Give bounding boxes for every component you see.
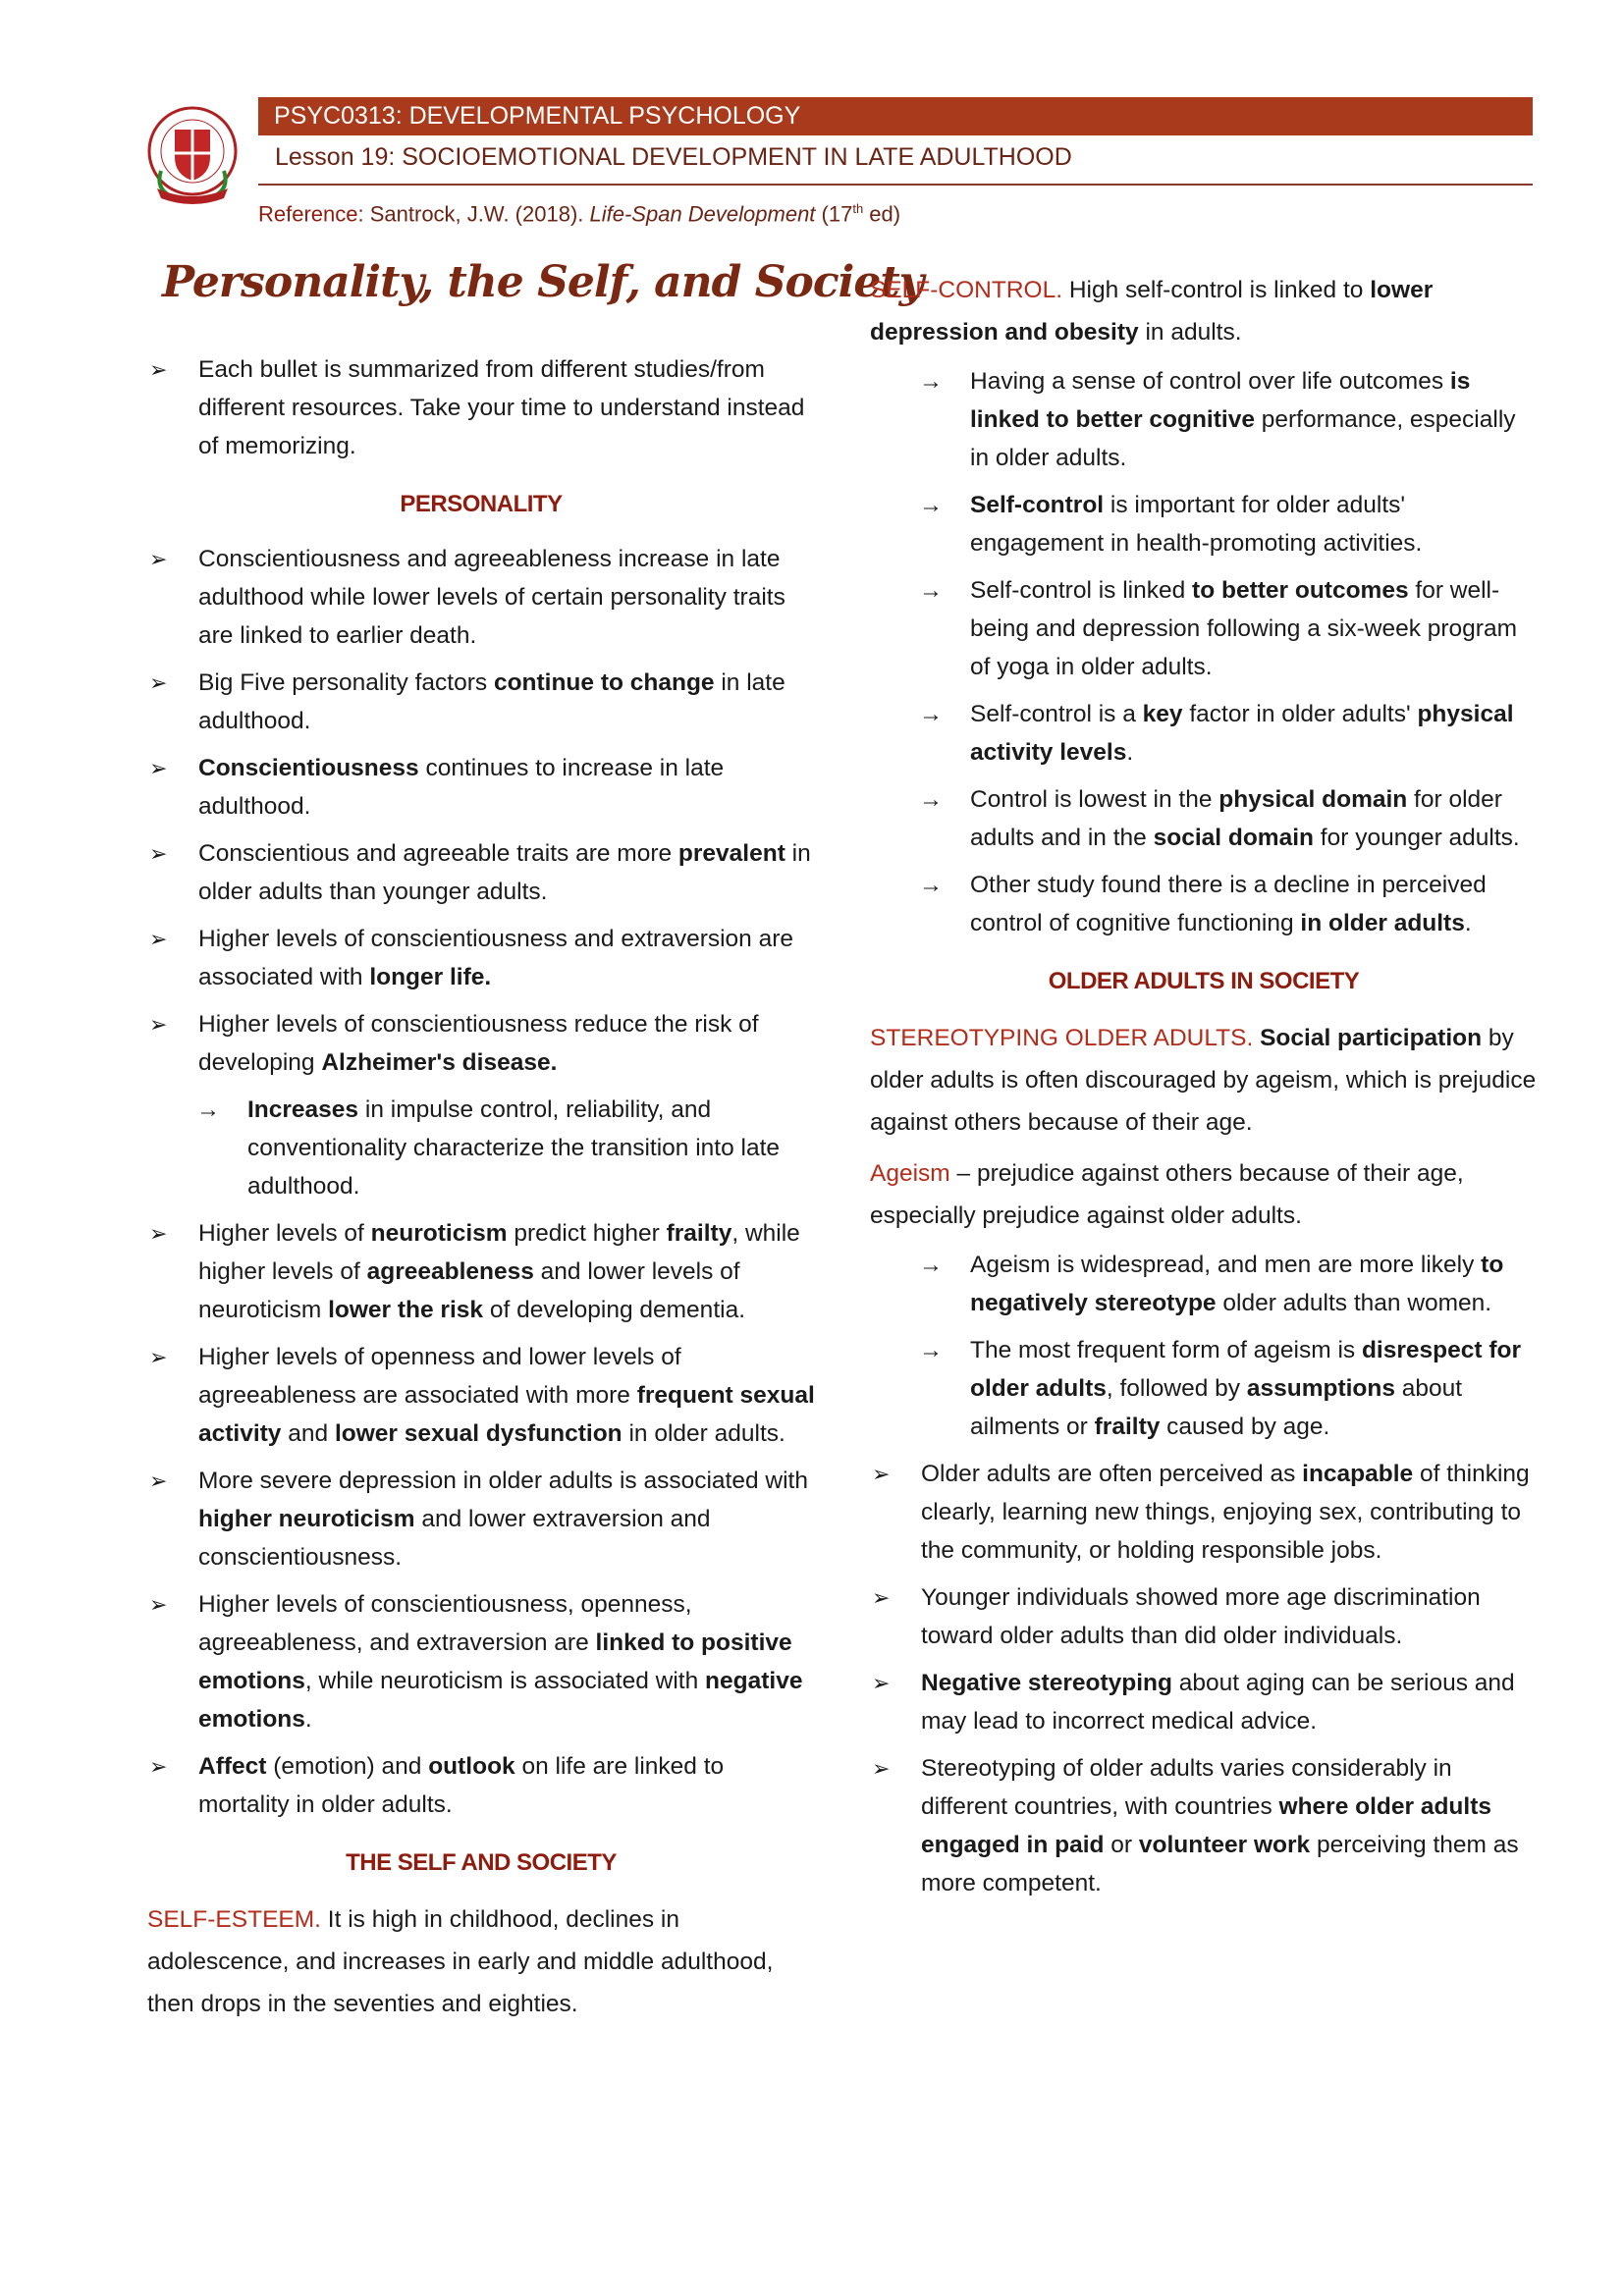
text: Higher levels of openness and lower levels of agreeableness are associated with more: [198, 1344, 681, 1409]
bullet-item: [147, 920, 815, 996]
bullet-item: [147, 1214, 815, 1329]
term-label: SELF-ESTEEM.: [147, 1906, 321, 1933]
text: Younger individuals showed more age discrimination toward older adults than did older individuals.: [921, 1584, 1481, 1649]
paragraph: [147, 1898, 815, 2025]
bold-text: frailty: [666, 1220, 732, 1247]
arrowhead-bullet-icon: ➢: [149, 670, 168, 695]
bold-text: to better outcomes: [1192, 577, 1409, 604]
text: , followed by: [1106, 1375, 1247, 1402]
bold-text: lower sexual dysfunction: [334, 1420, 623, 1447]
bullet-item: [147, 540, 815, 655]
arrowhead-bullet-icon: ➢: [149, 357, 168, 382]
bold-text: Social participation: [1260, 1025, 1483, 1051]
text: Older adults are often perceived as: [921, 1461, 1303, 1487]
text: for older adults and in the: [970, 786, 1502, 851]
text: and: [281, 1420, 335, 1447]
bold-text: assumptions: [1246, 1375, 1395, 1402]
bold-text: negative emotions: [198, 1668, 803, 1733]
bold-text: physical domain: [1218, 786, 1408, 813]
text: in older adults than younger adults.: [198, 840, 811, 905]
text: , while neuroticism is associated with: [304, 1668, 706, 1694]
text: of developing dementia.: [483, 1297, 745, 1323]
text: Higher levels of conscientiousness reduce the risk of developing: [198, 1011, 759, 1076]
text: Conscientiousness and agreeableness increase in late adulthood while lower levels of certain personality traits are linked to earlier death.: [198, 546, 785, 649]
text: Self-control is a: [970, 701, 1143, 727]
reference-label: Reference: [258, 201, 358, 227]
arrowhead-bullet-icon: ➢: [149, 1468, 168, 1493]
text: (emotion) and: [266, 1753, 429, 1780]
bold-text: Self-control: [970, 492, 1105, 518]
bold-text: to negatively stereotype: [970, 1252, 1504, 1316]
right-arrow-icon: →: [919, 577, 943, 604]
text: .: [304, 1706, 312, 1733]
text: Other study found there is a decline in perceived control of cognitive functioning: [970, 872, 1487, 936]
university-seal-logo: [147, 102, 238, 216]
section-heading: [147, 485, 815, 523]
arrow-item: [147, 1091, 815, 1205]
text: Stereotyping of older adults varies considerably in different countries, with countries: [921, 1755, 1452, 1820]
text: It is high in childhood, declines in adolescence, and increases in early and middle adulthood, then drops in the seventies and eighties.: [147, 1906, 774, 2017]
arrowhead-bullet-icon: ➢: [872, 1756, 891, 1781]
text: Higher levels of: [198, 1220, 371, 1247]
bold-text: physical activity levels: [970, 701, 1514, 766]
text: or: [1104, 1832, 1139, 1858]
text: Self-control is linked: [970, 577, 1193, 604]
arrowhead-bullet-icon: ➢: [149, 927, 168, 951]
bullet-item: [147, 1005, 815, 1082]
bold-text: is linked to better cognitive: [970, 368, 1471, 433]
page-title: Personality, the Self, and Society: [162, 257, 924, 307]
bold-text: longer life.: [369, 964, 492, 990]
bullet-item: [870, 1749, 1538, 1902]
reference-edition-sup: th: [852, 201, 864, 216]
lesson-title: Lesson 19: SOCIOEMOTIONAL DEVELOPMENT IN LATE ADULTHOOD: [275, 143, 1072, 171]
bold-text: incapable: [1302, 1461, 1414, 1487]
text: caused by age.: [1160, 1414, 1330, 1440]
reference: [258, 201, 900, 227]
bold-text: Alzheimer's disease.: [321, 1049, 558, 1076]
bold-text: prevalent: [677, 840, 785, 867]
text: OLDER ADULTS IN SOCIETY: [1048, 968, 1360, 994]
course-title: PSYC0313: DEVELOPMENTAL PSYCHOLOGY: [274, 102, 801, 130]
text: about aging can be serious and may lead to incorrect medical advice.: [921, 1670, 1515, 1735]
arrow-item: [870, 486, 1538, 562]
bullet-item: [870, 1455, 1538, 1570]
bold-text: continue to change: [493, 669, 715, 696]
text: The most frequent form of ageism is: [970, 1337, 1362, 1363]
text: on life are linked to mortality in older adults.: [198, 1753, 725, 1818]
text: of thinking clearly, learning new things, enjoying sex, contributing to the community, or holding responsible jobs.: [921, 1461, 1530, 1564]
text: , while higher levels of: [198, 1220, 800, 1285]
bold-text: frequent sexual activity: [198, 1382, 815, 1447]
text: High self-control is linked to: [1062, 277, 1371, 303]
text: THE SELF AND SOCIETY: [346, 1849, 617, 1876]
text: in adults.: [1138, 319, 1242, 346]
term-label: STEREOTYPING OLDER ADULTS.: [870, 1025, 1254, 1051]
right-arrow-icon: →: [919, 1252, 943, 1278]
bold-text: Increases: [247, 1096, 359, 1123]
paragraph: [870, 269, 1538, 353]
arrowhead-bullet-icon: ➢: [872, 1671, 891, 1695]
bold-text: neuroticism: [370, 1220, 508, 1247]
text: and lower extraversion and conscientiousness.: [198, 1506, 711, 1571]
bold-text: higher neuroticism: [198, 1506, 415, 1532]
text: Big Five personality factors: [198, 669, 494, 696]
bullet-item: [147, 350, 815, 465]
text: Higher levels of conscientiousness, openness, agreeableness, and extraversion are: [198, 1591, 692, 1656]
bullet-item: [147, 1462, 815, 1576]
text: Conscientious and agreeable traits are more: [198, 840, 678, 867]
bold-text: lower depression and obesity: [870, 277, 1434, 346]
bold-text: outlook: [428, 1753, 515, 1780]
right-arrow-icon: →: [919, 872, 943, 898]
text: .: [1126, 739, 1134, 766]
text: older adults than women.: [1216, 1290, 1492, 1316]
text: predict higher: [507, 1220, 667, 1247]
reference-edition: (17: [815, 201, 853, 227]
bullet-item: [870, 1664, 1538, 1740]
arrowhead-bullet-icon: ➢: [872, 1585, 891, 1610]
bold-text: disrespect for older adults: [970, 1337, 1521, 1402]
bullet-item: [870, 1578, 1538, 1655]
arrowhead-bullet-icon: ➢: [149, 1592, 168, 1617]
arrowhead-bullet-icon: ➢: [149, 1754, 168, 1779]
arrowhead-bullet-icon: ➢: [149, 1221, 168, 1246]
text: More severe depression in older adults is associated with: [198, 1468, 808, 1494]
reference-book: Life-Span Development: [589, 201, 816, 227]
text: perceiving them as more competent.: [921, 1832, 1519, 1896]
arrow-item: [870, 780, 1538, 857]
bullet-item: [147, 1747, 815, 1824]
text: Having a sense of control over life outcomes: [970, 368, 1450, 395]
bold-text: Conscientiousness: [198, 755, 419, 781]
text: is important for older adults' engagement in health-promoting activities.: [970, 492, 1423, 557]
arrow-item: [870, 1246, 1538, 1322]
text: .: [1464, 910, 1472, 936]
text: in impulse control, reliability, and conventionality characterize the transition into late adulthood.: [247, 1096, 781, 1200]
arrowhead-bullet-icon: ➢: [872, 1462, 891, 1486]
paragraph: [870, 1017, 1538, 1144]
arrowhead-bullet-icon: ➢: [149, 756, 168, 780]
bullet-item: [147, 749, 815, 826]
text: by older adults is often discouraged by ageism, which is prejudice against others because of their age.: [870, 1025, 1537, 1136]
bullet-item: [147, 834, 815, 911]
arrowhead-bullet-icon: ➢: [149, 841, 168, 866]
bold-text: linked to positive emotions: [198, 1629, 792, 1694]
text: PERSONALITY: [400, 491, 563, 517]
text: in older adults.: [622, 1420, 785, 1447]
text: Higher levels of conscientiousness and extraversion are associated with: [198, 926, 794, 990]
term-label: SELF-CONTROL.: [870, 277, 1063, 303]
text: for younger adults.: [1314, 825, 1520, 851]
bold-text: where older adults engaged in paid: [921, 1793, 1491, 1858]
header-divider: [258, 184, 1533, 186]
paragraph: [870, 1152, 1538, 1237]
section-heading: [147, 1843, 815, 1882]
arrow-item: [870, 571, 1538, 686]
text: Control is lowest in the: [970, 786, 1219, 813]
text: factor in older adults': [1182, 701, 1418, 727]
arrow-item: [870, 866, 1538, 942]
bullet-item: [147, 1585, 815, 1738]
left-column: [147, 350, 815, 2034]
text: in late adulthood.: [198, 669, 785, 734]
right-arrow-icon: →: [919, 701, 943, 727]
bold-text: Negative stereotyping: [921, 1670, 1172, 1696]
right-arrow-icon: →: [919, 1337, 943, 1363]
right-arrow-icon: →: [919, 368, 943, 395]
bullet-item: [147, 1338, 815, 1453]
right-arrow-icon: →: [196, 1096, 220, 1123]
text: performance, especially in older adults.: [970, 406, 1516, 471]
bold-text: frailty: [1094, 1414, 1161, 1440]
bold-text: in older adults: [1300, 910, 1465, 936]
right-arrow-icon: →: [919, 492, 943, 518]
text: continues to increase in late adulthood.: [198, 755, 725, 820]
arrow-item: [870, 1331, 1538, 1446]
term-label: Ageism: [870, 1160, 950, 1187]
bold-text: lower the risk: [328, 1297, 484, 1323]
text: – prejudice against others because of their age, especially prejudice against older adults.: [870, 1160, 1464, 1229]
text: Each bullet is summarized from different studies/from different resources. Take your time to understand instead of memorizing.: [198, 356, 805, 459]
text: for well-being and depression following a six-week program of yoga in older adults.: [970, 577, 1518, 680]
right-column: [870, 269, 1538, 1911]
text: and lower levels of neuroticism: [198, 1258, 740, 1323]
bullet-item: [147, 664, 815, 740]
arrowhead-bullet-icon: ➢: [149, 1012, 168, 1037]
bold-text: key: [1142, 701, 1183, 727]
bold-text: Affect: [198, 1753, 267, 1780]
bold-text: volunteer work: [1138, 1832, 1311, 1858]
reference-edition-end: ed): [863, 201, 901, 227]
text: about ailments or: [970, 1375, 1463, 1440]
bold-text: agreeableness: [366, 1258, 534, 1285]
bold-text: social domain: [1153, 825, 1314, 851]
reference-text: : Santrock, J.W. (2018).: [357, 201, 590, 227]
arrowhead-bullet-icon: ➢: [149, 1345, 168, 1369]
arrowhead-bullet-icon: ➢: [149, 547, 168, 571]
course-title-bar: [258, 97, 1533, 135]
section-heading: [870, 962, 1538, 1000]
arrow-item: [870, 362, 1538, 477]
arrow-item: [870, 695, 1538, 772]
right-arrow-icon: →: [919, 786, 943, 813]
text: Ageism is widespread, and men are more likely: [970, 1252, 1482, 1278]
